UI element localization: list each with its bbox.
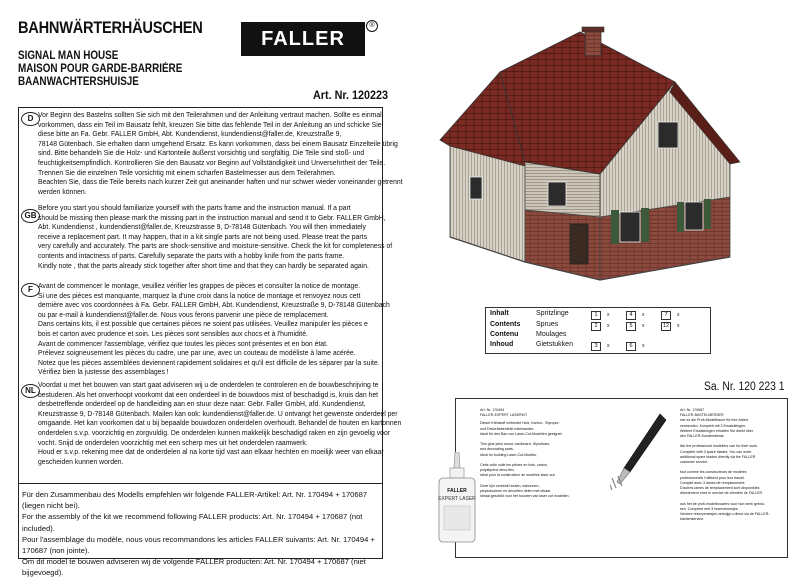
footer-line: Pour l'assemblage du modèle, nous vous recommandons les articles FALLER suivants: Art. Nr. 170494 + 170687 (non jointe). (22, 534, 375, 556)
product-line: and decorating parts. (480, 447, 514, 452)
product-line: polystyrène deco-flex. (480, 468, 515, 473)
footer-divider (18, 483, 383, 484)
product-line: professionnels l'utilisent pour leur travail. (680, 475, 745, 480)
product-line: wie es die Profi-Modellbauer für ihre Arbeit (680, 418, 748, 423)
hobby-knife-icon (610, 410, 670, 490)
product-line: Ideal für den Bau von Laser-Cut-Modellen geeignet. (480, 431, 563, 436)
parts-lang-label: Contents (490, 321, 521, 328)
instruction-line: Vor Beginn des Bastelns sollten Sie sich mit den Teilerahmen und der Anleitung vertraut machen. Sollte es einmal (38, 110, 382, 119)
parts-count-box: 6 (626, 342, 636, 351)
parts-lang-label: Inhalt (490, 310, 509, 317)
product-line: Complet avec 3 lames de remplacement. (680, 480, 746, 485)
parts-multiplier: x (677, 312, 680, 318)
product-line: Ideaal geschikt voor het bouwen van laser cut modellen. (480, 494, 570, 499)
parts-multiplier: x (642, 323, 645, 329)
product-line: verwenden. Komplett mit 3 Ersatzklingen. (680, 423, 747, 428)
product-line: directement chez le service de clientèle de FALLER. (680, 491, 764, 496)
instruction-line: receive a replacement part. It may happen, that in a kit single parts are not being used. Please treat the parts (38, 231, 368, 241)
product-line: piepschuimen en decorflex delen met elkaar. (480, 489, 552, 493)
instruction-line: dernière avec vos coordonnées à Fa. Gebr. FALLER GmbH, Abt. Kundendienst, Kreuzstraße 9, D-78148 Gütenbach (38, 300, 390, 310)
knife-product-text (680, 408, 785, 522)
parts-word-label: Moulages (536, 331, 567, 338)
parts-table (485, 307, 711, 354)
instruction-line: ou par e-mail à kundendienst@faller.de. Nous vous ferons parvenir une pièce de remplacement. (38, 309, 329, 319)
parts-count-box: 5 (626, 322, 636, 331)
bottle-brand-label: FALLER (447, 488, 467, 494)
sa-number: Sa. Nr. 120 223 1 (704, 381, 785, 393)
instructions-nl (38, 380, 402, 466)
instruction-line: Si une des pièces est manquante, marquez la d'une croix dans la notice de montage et renvoyez nous cett (38, 290, 361, 300)
product-line: klantenservice. (680, 517, 704, 522)
instruction-line: bois et carton avec prudence et soin. Les pièces sont sensibles aux chocs et à l'humidité. (38, 328, 308, 338)
instruction-line: Abt. Kundendienst , kundendienst@faller.de, Kreuzstrasse 9, D-78148 Gütenbach. You will then immediately (38, 222, 366, 232)
instruction-line: Houd er s.v.p. rekening mee dat de onderdelen al na korte tijd vast aan elkaar hechten en moeilijk weer van elkaar (38, 447, 384, 457)
product-line: Complete with 3 spare blades. You can order (680, 449, 752, 454)
instruction-line: onderdelen s.v.p. voorzichtig en zorgvuldig. De onderdelen kunnen makkelijk beschadigd raken en zijn gevoelig voor (38, 427, 391, 437)
product-line: additional spare blades directly via the FALLER (680, 454, 756, 459)
glue-product-text (480, 408, 600, 499)
parts-count-box: 2 (591, 322, 601, 331)
parts-count-box: 1 (591, 311, 601, 320)
parts-lang-label: Contenu (490, 331, 519, 338)
footer-line: Für den Zusammenbau des Modells empfehlen wir folgende FALLER-Artikel: Art. Nr. 170494 + 170687 (liegen nicht bei). (22, 490, 368, 511)
product-line: und Dekorfarbenteile miteinander. (480, 426, 534, 431)
parts-multiplier: x (642, 312, 645, 318)
product-line: Weitere Ersatzklingen erhalten Sie direkt über (680, 428, 754, 433)
instruction-line: Avant de commencer le montage, veuillez vérifier les grappes de pièces et consulter la notice de montage. (38, 281, 361, 290)
instruction-line: Before you start you should familiarize yourself with the parts frame and the instruction manual. If a part (38, 203, 351, 212)
instruction-line: diese bitte an Fa. Gebr. FALLER GmbH, Abt. Kundendienst, kundendienst@faller.de, Kreuzstraße 9, (38, 129, 342, 139)
page-title: BAHNWÄRTERHÄUSCHEN (18, 18, 203, 37)
product-line: ook het de profi-modelbouwers voor hun werk gebrui- (680, 501, 766, 506)
parts-count-box: 12 (662, 323, 670, 329)
instruction-line: Trennen Sie die einzelnen Teile vorsichtig mit einem scharfen Bastelmesser aus dem Teilerahmen. (38, 167, 336, 177)
instruction-line: contents and intactness of parts. Carefully separate the parts with a hobby knife from the parts frame. (38, 250, 345, 260)
parts-word-label: Spritzlinge (536, 310, 569, 317)
instruction-line: Avant de commencer l'assemblage, vérifiez que toutes les pièces sont présentes et en bon état. (38, 338, 328, 348)
parts-count-box: 7 (661, 311, 671, 320)
instructions-gb (38, 203, 393, 270)
instruction-line: Kindly note , that the parts already stick together after short time and that they can hardly be separated again. (38, 260, 369, 270)
parts-count-box: 3 (591, 342, 601, 351)
product-line: Dieser Klebstoff verbindet Holz, Karton-, Styropor- (480, 421, 560, 426)
instruction-line: should be missing then please mark the missing part in the instruction manual and send it to Gebr. FALLER GmbH, (38, 212, 386, 222)
instruction-line: feuchtigkeitsempfindlich. Kontrollieren Sie den Bausatz vor Beginn auf Vollständigkeit und Unversehrtheit der Teile. (38, 157, 386, 167)
product-line: D'autres lames de remplacement sont disponibles (680, 486, 760, 491)
instruction-line: Voordat u met het bouwen van start gaat adviseren wij u de onderdelen te controleren en de bouwbeschrijving te (38, 380, 379, 389)
glue-name: FALLER-EXPERT LASERKIT (480, 413, 528, 418)
instruction-line: 78148 Gütenbach. Sie erhalten dann umgehend Ersatz. Es kann vorkommen, dass bei einem Bausatz Einzelteile übrig (38, 138, 398, 148)
instruction-line: very carefully and accurately. The parts are shock-sensitive and moisture-sensitive. Check the kit for completeness of (38, 241, 393, 251)
product-line: den FALLER-Kundendienst. (680, 434, 725, 439)
lang-badge-gb: GB (21, 209, 40, 223)
glue-description (480, 421, 600, 499)
footer-line: Om dit model te bouwen adviseren wij de volgende FALLER producten: Art. Nr. 170494 + 170687 (niet bijgevoegd). (22, 557, 366, 578)
instruction-line: Kreuzstrasse 9, D-78148 Gütenbach. Mailen kan ook: kundendienst@faller.de. U ontvangt het gewenste onderdeel per (38, 408, 398, 418)
instruction-line: Notez que les pièces assemblées deviennent rapidement solidaires et qu'il est difficile de les séparer par la suite. (38, 357, 380, 367)
product-line: Ideal for building Laser-Cut-Models. (480, 452, 537, 457)
instruction-line: omgaande. Het kan voorkomen dat u bij bepaalde bouwdozen onderdelen overhoudt. Behandel de houten en kartonnen (38, 418, 402, 428)
parts-multiplier: x (642, 343, 645, 349)
instruction-line: Vérifiez bien la justesse des assemblages ! (38, 367, 169, 377)
instruction-line: werden können. (38, 186, 87, 196)
faller-logo: FALLER (241, 22, 365, 56)
glue-bottle-icon (436, 452, 478, 544)
product-line: Cette colle colle les pièces en bois, carton, (480, 463, 548, 467)
parts-multiplier: x (607, 312, 610, 318)
subtitle-fr: MAISON POUR GARDE-BARRIÈRE (18, 63, 183, 75)
instruction-line: bestuderen. Als het onverhoopt voorkomt dat een onderdeel in de bouwdoos mist of beschadigd is, kruis dan het (38, 389, 379, 399)
subtitle-gb: SIGNAL MAN HOUSE (18, 50, 119, 62)
lang-badge-d: D (21, 112, 40, 126)
lang-badge-nl: NL (21, 384, 40, 398)
recommended-products-text (22, 489, 377, 579)
subtitle-nl: BAANWACHTERSHUISJE (18, 76, 139, 88)
product-line: This glue joins wood, cardboard, Styrofoam, (480, 442, 551, 447)
bottle-product-label: EXPERT LASER (438, 496, 476, 502)
instruction-line: Prélevez soigneusement les pièces du cadre, une par une, avec un couteau de modéliste à lame acérée. (38, 348, 356, 358)
product-line: ken. Compleet met 3 reservemesjes. (680, 506, 739, 511)
instructions-fr (38, 281, 390, 377)
lang-badge-f: F (21, 283, 40, 297)
house-illustration (430, 12, 760, 302)
parts-count-box: 4 (626, 311, 636, 320)
instruction-line: sind. Bitte behandeln Sie die Holz- und Kartonteile äußerst vorsichtig und sorgfältig. Die Teile sind stoß- und (38, 148, 365, 158)
knife-description (680, 418, 785, 522)
parts-multiplier: x (607, 323, 610, 329)
parts-word-label: Gietstukken (536, 341, 573, 348)
instruction-line: gescheiden kunnen worden. (38, 456, 124, 466)
instructions-de (38, 110, 403, 196)
product-line: Verdere reservemesjes verkrijgt u direct via de FALLER- (680, 512, 770, 517)
parts-lang-label: Inhoud (490, 341, 514, 348)
glue-art-number: Art. Nr. 170494 (480, 408, 505, 412)
product-line: Idéal pour la construction de modèles laser-cut. (480, 473, 556, 478)
product-line: Deze lijm verbindt houten, kartonnen, (480, 483, 540, 488)
product-line: tout comme les constructeurs de modèles (680, 470, 747, 475)
article-number: Art. Nr. 120223 (313, 88, 389, 102)
product-line: like the professional modellers use for their work. (680, 444, 758, 449)
instruction-line: Beachten Sie, dass die Teile bereits nach kurzer Zeit gut aneinander haften und nur schwer wieder voneinander getrennt (38, 177, 403, 187)
parts-multiplier: x (607, 343, 610, 349)
product-line: customer service. (680, 460, 709, 465)
knife-name: FALLER-BASTELMESSER (680, 413, 724, 418)
knife-art-number: Art. Nr. 170687 (680, 408, 705, 412)
instruction-line: vorkommen, dass ein Teil im Bausatz fehlt, kreuzen Sie bitte das fehlende Teil in der Anleitung an und schicke Sie (38, 119, 382, 129)
parts-word-label: Sprues (536, 321, 559, 328)
footer-line: For the assembly of the kit we recommend following FALLER products: Art. Nr. 170494 + 170687 (not included). (22, 512, 363, 533)
instruction-line: desbetreffende onderdeel op de handleiding aan en stuur deze naar: Gebr. Faller GmbH, afd. Kundendienst, (38, 399, 366, 409)
registered-mark-icon: ® (366, 20, 378, 32)
instruction-line: Dans certains kits, il est possible que certaines pièces ne soient pas utilisées. Veuillez manipuler les pièces e (38, 319, 368, 329)
parts-multiplier: x (677, 323, 680, 329)
instruction-line: vocht. Snijd de onderdelen voorzichtig met een scherp mes uit het onderdelen raamwerk. (38, 437, 308, 447)
